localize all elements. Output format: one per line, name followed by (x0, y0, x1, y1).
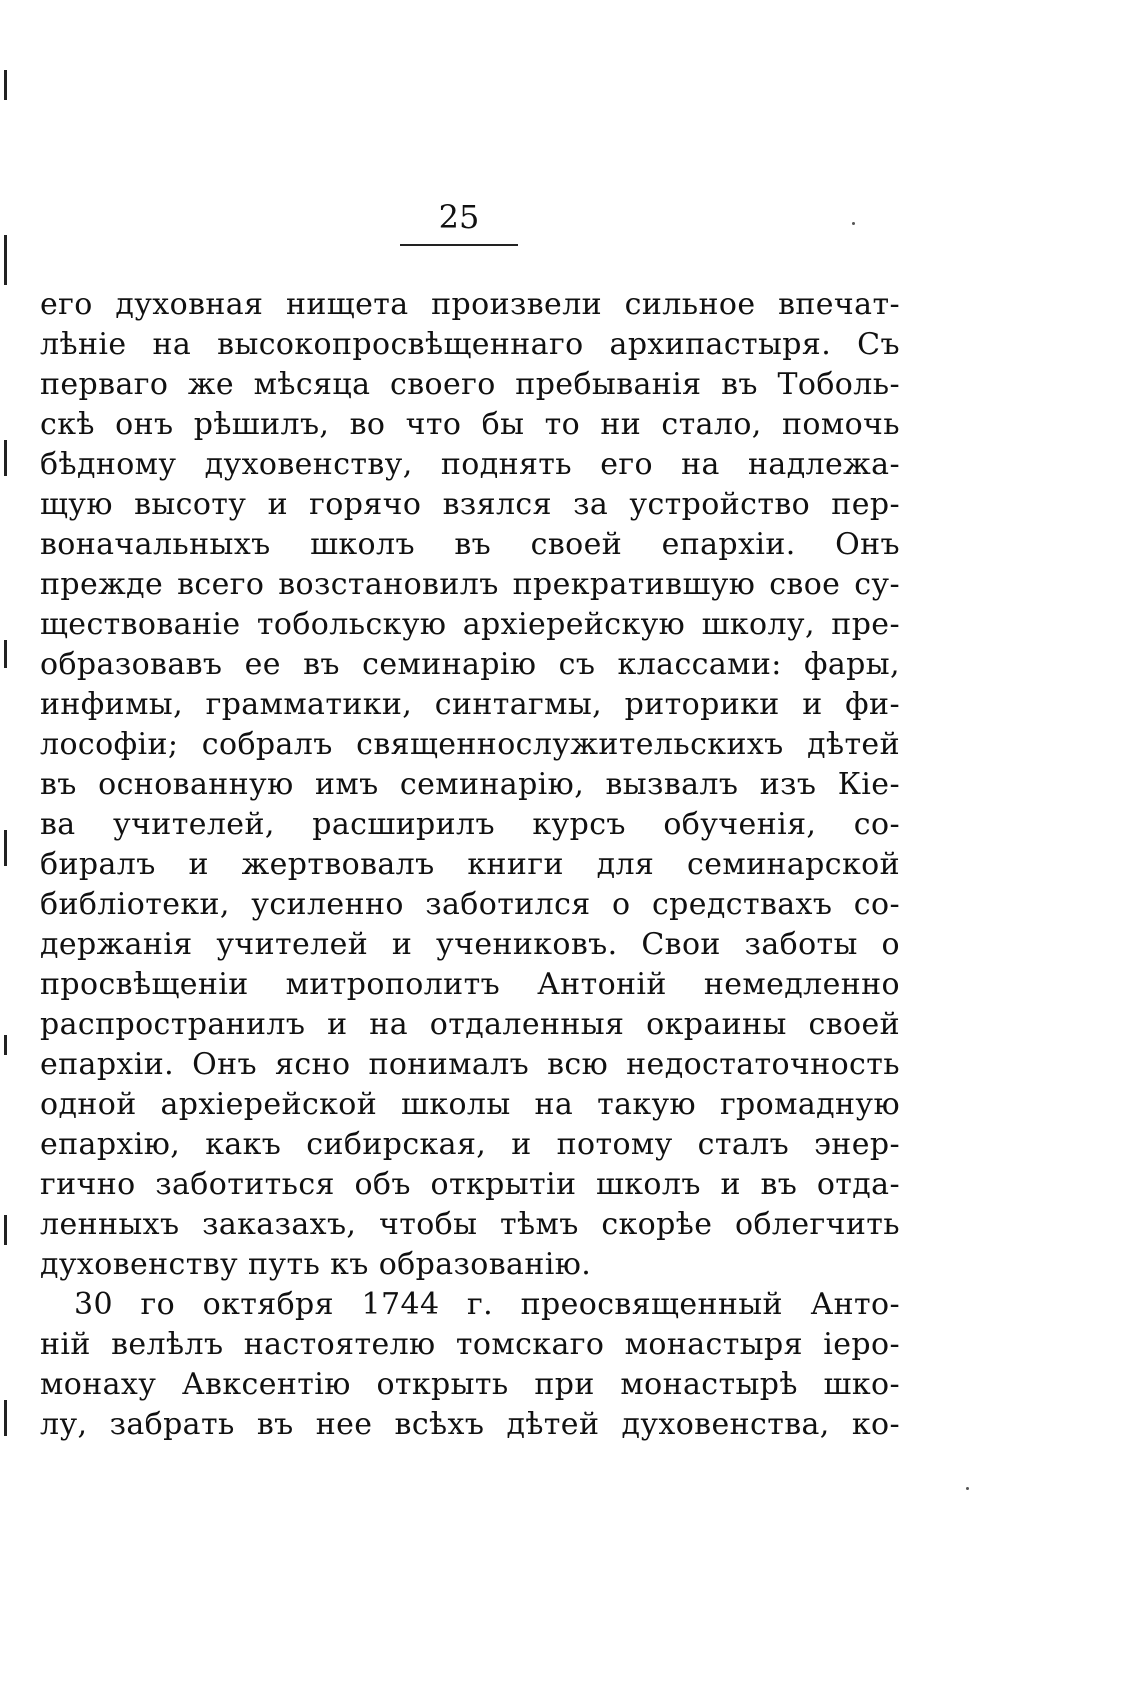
text-line: монаху Авксентію открыть при монастырѣ шко- (40, 1367, 900, 1402)
text-line: инфимы, грамматики, синтагмы, риторики и фи- (40, 687, 900, 722)
margin-binding-mark (4, 235, 7, 285)
text-line: его духовная нищета произвели сильное впечат- (40, 287, 900, 322)
margin-binding-mark (4, 70, 7, 100)
text-line: лу, забрать въ нее всѣхъ дѣтей духовенства, ко- (40, 1407, 900, 1442)
paper-speck (966, 1487, 969, 1490)
margin-binding-mark (4, 440, 7, 476)
text-line: щую высоту и горячо взялся за устройство пер- (40, 487, 900, 522)
body-text (40, 285, 900, 1445)
text-line: лѣніе на высокопросвѣщеннаго архипастыря. Съ (40, 327, 900, 362)
margin-binding-mark (4, 1035, 7, 1055)
text-line: ществованіе тобольскую архіерейскую школу, пре- (40, 607, 900, 642)
text-line: ній велѣлъ настоятелю томскаго монастыря іеро- (40, 1327, 900, 1362)
margin-binding-mark (4, 640, 7, 668)
text-line: ленныхъ заказахъ, чтобы тѣмъ скорѣе облегчить (40, 1207, 900, 1242)
text-line: перваго же мѣсяца своего пребыванія въ Тоболь- (40, 367, 900, 402)
text-line: одной архіерейской школы на такую громадную (40, 1087, 900, 1122)
text-line: лософіи; собралъ священнослужительскихъ дѣтей (40, 727, 900, 762)
text-line: ва учителей, расширилъ курсъ обученія, со- (40, 807, 900, 842)
text-line: воначальныхъ школъ въ своей епархіи. Онъ (40, 527, 900, 562)
text-line: биралъ и жертвовалъ книги для семинарской (40, 847, 900, 882)
margin-binding-mark (4, 1215, 7, 1245)
text-line: держанія учителей и учениковъ. Свои заботы о (40, 927, 900, 962)
text-line: епархію, какъ сибирская, и потому сталъ энер- (40, 1127, 900, 1162)
text-line: гично заботиться объ открытіи школъ и въ отда- (40, 1167, 900, 1202)
text-line: скѣ онъ рѣшилъ, во что бы то ни стало, помочь (40, 407, 900, 442)
text-line: бѣдному духовенству, поднять его на надлежа- (40, 447, 900, 482)
text-line-paragraph-end: духовенству путь къ образованію. (40, 1247, 592, 1282)
text-line: образовавъ ее въ семинарію съ классами: фары, (40, 647, 900, 682)
page-number: 25 (438, 198, 480, 236)
page-number-rule (400, 244, 518, 246)
text-line: распространилъ и на отдаленныя окраины своей (40, 1007, 900, 1042)
margin-binding-mark (4, 1400, 7, 1436)
text-line: епархіи. Онъ ясно понималъ всю недостаточность (40, 1047, 900, 1082)
paper-speck (852, 222, 855, 225)
text-line: просвѣщеніи митрополитъ Антоній немедленно (40, 967, 900, 1002)
text-line-paragraph-start: 30 го октября 1744 г. преосвященный Анто- (74, 1287, 900, 1322)
text-line: прежде всего возстановилъ прекратившую свое су- (40, 567, 900, 602)
margin-binding-mark (4, 830, 7, 866)
text-line: въ основанную имъ семинарію, вызвалъ изъ Кіе- (40, 767, 900, 802)
text-line: библіотеки, усиленно заботился о средствахъ со- (40, 887, 900, 922)
